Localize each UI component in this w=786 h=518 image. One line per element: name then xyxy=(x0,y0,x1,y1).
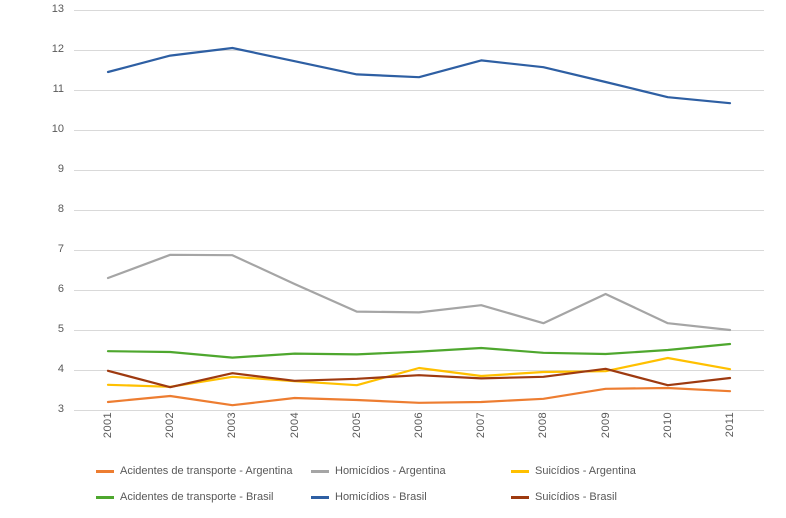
x-tick-label: 2001 xyxy=(102,412,114,439)
x-tick-label: 2007 xyxy=(475,412,488,439)
plot-area xyxy=(74,10,764,410)
y-tick-label: 9 xyxy=(57,163,64,175)
legend-label: Acidentes de transporte - Brasil xyxy=(120,491,274,503)
series-lines xyxy=(74,10,764,410)
series-line xyxy=(108,369,730,387)
y-tick-label: 7 xyxy=(57,243,64,255)
legend-item[interactable] xyxy=(96,484,311,510)
x-tick-label: 2003 xyxy=(226,412,239,439)
legend-item[interactable] xyxy=(511,484,696,510)
legend-color-swatch xyxy=(511,496,529,499)
gridline xyxy=(74,410,764,411)
legend-item[interactable] xyxy=(511,458,696,484)
y-tick-label: 3 xyxy=(57,403,64,415)
series-line xyxy=(108,358,730,387)
x-tick-label: 2008 xyxy=(537,412,550,439)
legend-item[interactable] xyxy=(96,458,311,484)
series-line xyxy=(108,344,730,358)
legend-label: Acidentes de transporte - Argentina xyxy=(120,465,293,477)
legend-item[interactable] xyxy=(311,484,511,510)
legend-label: Homicídios - Brasil xyxy=(335,491,427,503)
y-tick-label: 12 xyxy=(51,43,64,55)
x-tick-label: 2009 xyxy=(599,412,612,439)
x-tick-label: 2005 xyxy=(350,412,363,439)
y-tick-label: 10 xyxy=(51,123,64,135)
legend-label: Suicídios - Argentina xyxy=(535,465,636,477)
legend-color-swatch xyxy=(311,470,329,473)
y-tick-label: 6 xyxy=(57,283,64,295)
legend-label: Homicídios - Argentina xyxy=(335,465,446,477)
legend-color-swatch xyxy=(311,496,329,499)
x-tick-label: 2011 xyxy=(724,412,736,438)
y-tick-label: 11 xyxy=(52,83,64,95)
legend-label: Suicídios - Brasil xyxy=(535,491,617,503)
series-line xyxy=(108,388,730,405)
x-tick-label: 2010 xyxy=(661,412,674,439)
series-line xyxy=(108,48,730,103)
legend-color-swatch xyxy=(96,496,114,499)
x-tick-label: 2004 xyxy=(288,412,301,439)
legend-color-swatch xyxy=(96,470,114,473)
y-tick-label: 4 xyxy=(57,363,64,375)
x-tick-label: 2002 xyxy=(164,412,177,439)
y-tick-label: 8 xyxy=(57,203,64,215)
x-tick-label: 2006 xyxy=(413,412,425,439)
y-tick-label: 5 xyxy=(57,323,64,335)
y-tick-label: 13 xyxy=(51,3,64,15)
series-line xyxy=(108,255,730,330)
legend-color-swatch xyxy=(511,470,529,473)
x-axis-tick-labels xyxy=(0,412,786,462)
legend-item[interactable] xyxy=(311,458,511,484)
legend xyxy=(96,458,696,510)
